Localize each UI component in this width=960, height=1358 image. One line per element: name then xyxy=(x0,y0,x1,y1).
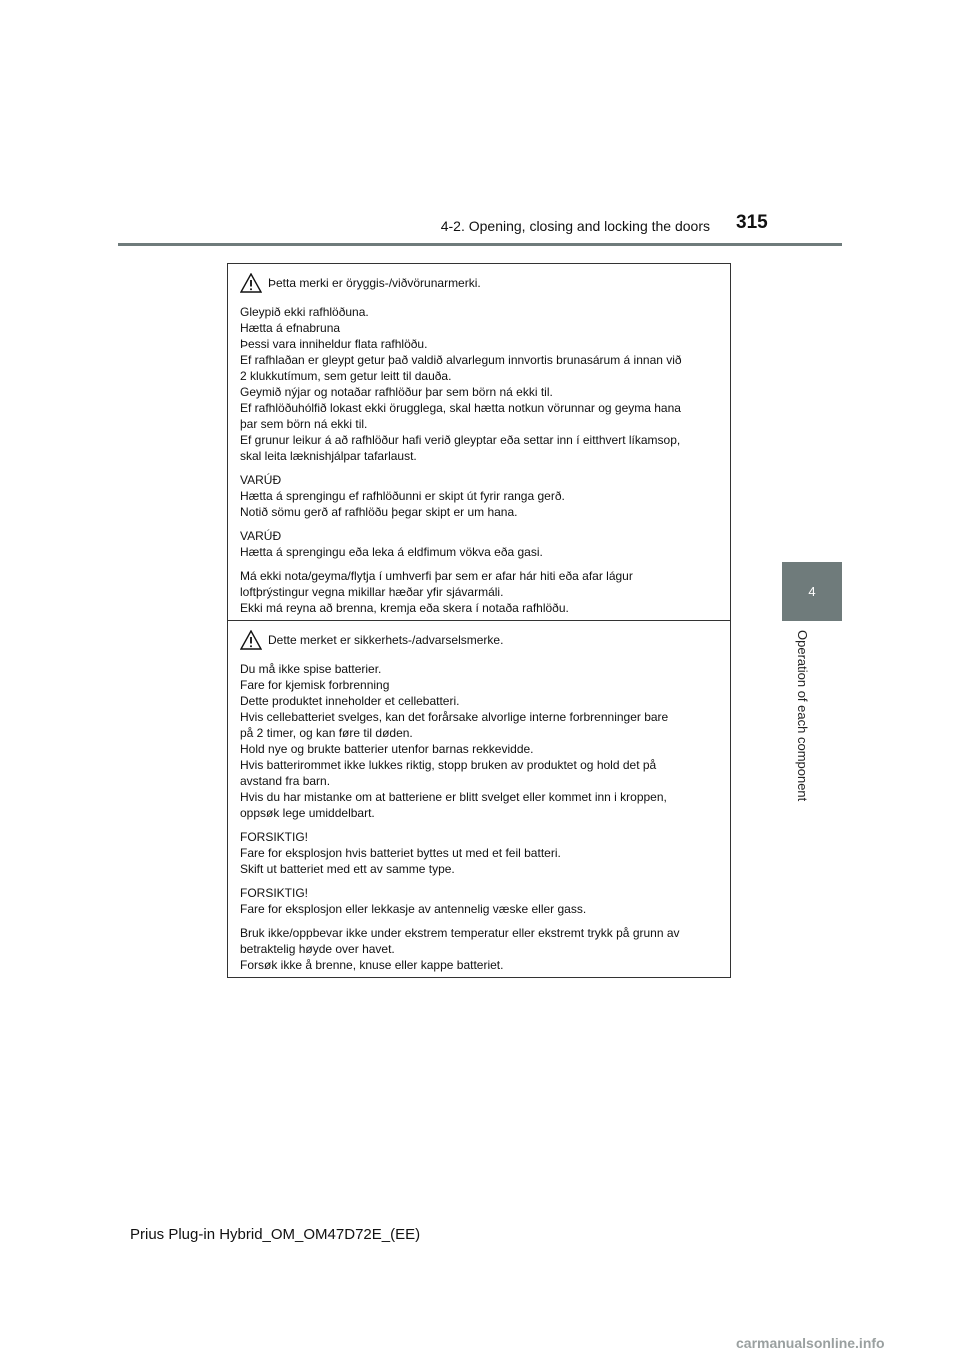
text-line: betraktelig høyde over havet. xyxy=(240,942,395,956)
warning-paragraph xyxy=(240,472,718,520)
warning-triangle-icon xyxy=(240,273,262,293)
warning-box xyxy=(227,263,731,978)
warning-paragraph xyxy=(240,829,718,877)
warning-paragraph xyxy=(240,528,718,560)
text-line: Hætta á efnabruna xyxy=(240,321,341,335)
text-line: skal leita læknishjálpar tafarlaust. xyxy=(240,449,417,463)
text-line: Hvis du har mistanke om at batteriene er blitt svelget eller kommet inn i kroppen, xyxy=(240,790,667,804)
text-line: Geymið nýjar og notaðar rafhlöður þar sem börn ná ekki til. xyxy=(240,385,553,399)
text-line: Fare for eksplosjon hvis batteriet byttes ut med et feil batteri. xyxy=(240,846,561,860)
norwegian-paragraphs xyxy=(240,661,718,973)
text-line: oppsøk lege umiddelbart. xyxy=(240,806,375,820)
text-line: på 2 timer, og kan føre til døden. xyxy=(240,726,413,740)
warning-heading-text: Dette merket er sikkerhets-/advarselsmerke. xyxy=(268,633,504,647)
text-line: Ekki má reyna að brenna, kremja eða skera í notaða rafhlöðu. xyxy=(240,601,569,615)
text-line: Hætta á sprengingu ef rafhlöðunni er skipt út fyrir ranga gerð. xyxy=(240,489,565,503)
text-line: Hvis batterirommet ikke lukkes riktig, stopp bruken av produktet og hold det på xyxy=(240,758,657,772)
text-line: VARÚÐ xyxy=(240,473,282,487)
text-line: Forsøk ikke å brenne, knuse eller kappe batteriet. xyxy=(240,958,504,972)
header-rule xyxy=(118,243,842,246)
text-line: loftþrýstingur vegna mikillar hæðar yfir sjávarmáli. xyxy=(240,585,504,599)
chapter-title: Operation of each component xyxy=(795,630,810,802)
text-line: Má ekki nota/geyma/flytja í umhverfi þar sem er afar hár hiti eða afar lágur xyxy=(240,569,633,583)
text-line: Ef rafhlaðan er gleypt getur það valdið alvarlegum innvortis brunasárum á innan við xyxy=(240,353,682,367)
text-line: Du må ikke spise batterier. xyxy=(240,662,382,676)
warning-paragraph xyxy=(240,925,718,973)
text-line: avstand fra barn. xyxy=(240,774,331,788)
text-line: Bruk ikke/oppbevar ikke under ekstrem temperatur eller ekstremt trykk på grunn av xyxy=(240,926,680,940)
section-title: 4-2. Opening, closing and locking the doors xyxy=(440,218,710,234)
warning-heading xyxy=(240,627,718,653)
warning-paragraph xyxy=(240,304,718,464)
watermark: carmanualsonline.info xyxy=(736,1335,885,1351)
text-line: Ef rafhlöðuhólfið lokast ekki örugglega, skal hætta notkun vörunnar og geyma hana xyxy=(240,401,681,415)
text-line: Hvis cellebatteriet svelges, kan det forårsake alvorlige interne forbrenninger bare xyxy=(240,710,669,724)
text-line: Gleypið ekki rafhlöðuna. xyxy=(240,305,369,319)
warning-paragraph xyxy=(240,568,718,616)
page-number: 315 xyxy=(736,212,768,233)
chapter-tab xyxy=(782,562,842,621)
text-line: FORSIKTIG! xyxy=(240,830,309,844)
text-line: þar sem börn ná ekki til. xyxy=(240,417,368,431)
norwegian-warning xyxy=(228,620,730,977)
text-line: Þessi vara inniheldur flata rafhlöðu. xyxy=(240,337,428,351)
warning-triangle-icon xyxy=(240,630,262,650)
warning-paragraph xyxy=(240,885,718,917)
text-line: Notið sömu gerð af rafhlöðu þegar skipt er um hana. xyxy=(240,505,518,519)
warning-heading-text: Þetta merki er öryggis-/viðvörunarmerki. xyxy=(268,276,481,290)
text-line: Fare for kjemisk forbrenning xyxy=(240,678,390,692)
warning-heading xyxy=(240,270,718,296)
text-line: Ef grunur leikur á að rafhlöður hafi verið gleyptar eða settar inn í eitthvert líkamsop, xyxy=(240,433,681,447)
text-line: 2 klukkutímum, sem getur leitt til dauða. xyxy=(240,369,452,383)
text-line: VARÚÐ xyxy=(240,529,282,543)
text-line: Fare for eksplosjon eller lekkasje av antennelig væske eller gass. xyxy=(240,902,587,916)
footer-model: Prius Plug-in Hybrid_OM_OM47D72E_(EE) xyxy=(130,1226,421,1243)
icelandic-paragraphs xyxy=(240,304,718,616)
chapter-number: 4 xyxy=(808,584,816,599)
warning-paragraph xyxy=(240,661,718,821)
text-line: Hætta á sprengingu eða leka á eldfimum vökva eða gasi. xyxy=(240,545,543,559)
text-line: Dette produktet inneholder et cellebatteri. xyxy=(240,694,460,708)
text-line: Hold nye og brukte batterier utenfor barnas rekkevidde. xyxy=(240,742,534,756)
text-line: FORSIKTIG! xyxy=(240,886,309,900)
icelandic-warning xyxy=(228,264,730,620)
text-line: Skift ut batteriet med ett av samme type. xyxy=(240,862,455,876)
